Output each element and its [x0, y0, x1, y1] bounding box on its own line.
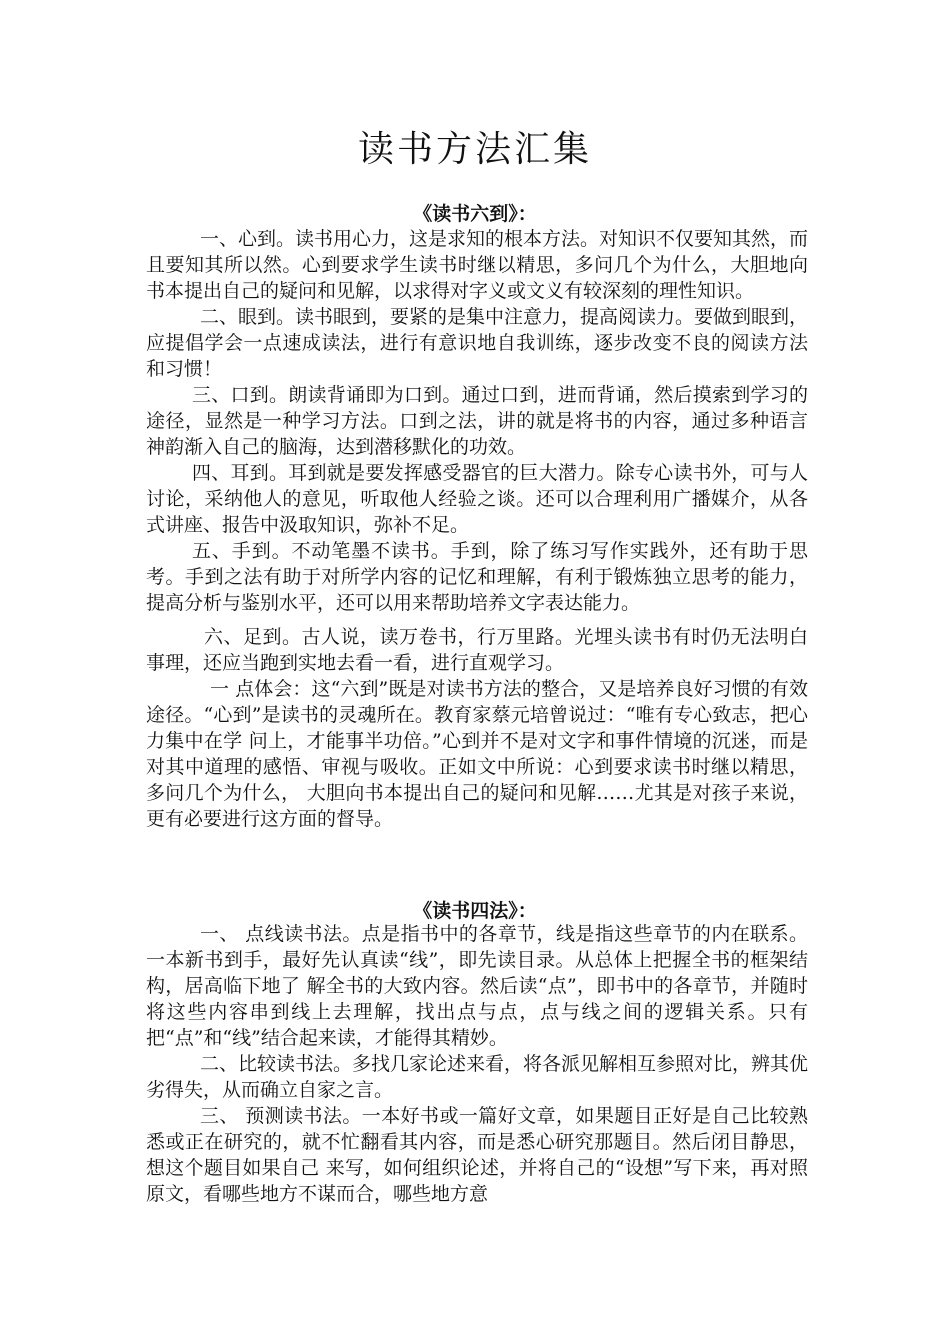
paragraph-mouth: 三、口到。朗读背诵即为口到。通过口到，进而背诵，然后摸索到学习的途径，显然是一种学习方法。口到之法，讲的就是将书的内容，通过多种语言神韵渐入自己的脑海，达到潜移默化的功效。 [146, 384, 808, 458]
section-body-six-arrivals [146, 226, 808, 832]
paragraph-prediction-method: 三、 预测读书法。一本好书或一篇好文章，如果题目正好是自己比较熟悉或正在研究的，就不忙翻看其内容，而是悉心研究那题目。然后闭目静思，想这个题目如果自己 来写，如何组织论述，并将自己的“设想”写下来，再对照原文，看哪些地方不谋而合，哪些地方意 [146, 1105, 808, 1205]
paragraph-heart: 一、心到。读书用心力，这是求知的根本方法。对知识不仅要知其然，而且要知其所以然。心到要求学生读书时继以精思，多问几个为什么，大胆地向书本提出自己的疑问和见解，以求得对字义或文义有较深刻的理性知识。 [146, 228, 809, 302]
page-title: 读书方法汇集 [357, 129, 592, 170]
paragraph-hands: 五、手到。不动笔墨不读书。手到，除了练习写作实践外，还有助于思考。手到之法有助于对所学内容的记忆和理解，有利于锻炼独立思考的能力，提高分析与鉴别水平，还可以用来帮助培养文字表达能力。 [146, 540, 808, 614]
paragraph-feet: 六、足到。古人说，读万卷书，行万里路。光埋头读书有时仍无法明白事理，还应当跑到实地去看一看，进行直观学习。 [146, 626, 808, 674]
paragraph-ears: 四、耳到。耳到就是要发挥感受器官的巨大潜力。除专心读书外，可与人讨论，采纳他人的意见，听取他人经验之谈。还可以合理利用广播媒介，从各式讲座、报告中汲取知识，弥补不足。 [146, 462, 808, 536]
paragraph-point-line-method: 一、 点线读书法。点是指书中的各章节，线是指这些章节的内在联系。一本新书到手，最好先认真读“线”，即先读目录。从总体上把握全书的框架结构，居高临下地了 解全书的大致内容。然后读“点”，即书中的各章节，并随时将这些内容串到线上去理解，找出点与点，点与线之间的逻辑关系。只有把“点”和“线”结合起来读，才能得其精妙。 [146, 923, 808, 1049]
section-heading-four-methods: 《读书四法》： [413, 900, 537, 922]
section-heading-six-arrivals: 《读书六到》： [413, 203, 537, 225]
paragraph-comparison-method: 二、比较读书法。多找几家论述来看，将各派见解相互参照对比，辨其优劣得失，从而确立自家之言。 [146, 1053, 809, 1101]
paragraph-eyes: 二、眼到。读书眼到，要紧的是集中注意力，提高阅读力。要做到眼到，应提倡学会一点速成读法，进行有意识地自我训练，逐步改变不良的阅读方法和习惯！ [146, 306, 809, 380]
section-body-four-methods [146, 921, 808, 1207]
paragraph-reflection: 一 点体会：这“六到”既是对读书方法的整合，又是培养良好习惯的有效途径。“心到”是读书的灵魂所在。教育家蔡元培曾说过：“唯有专心致志，把心力集中在学 问上，才能事半功倍。”心到并不是对文字和事件情境的沉迷，而是对其中道理的感悟、审视与吸收。正如文中所说：心到要求读书时继以精思，多问几个为什么， 大胆向书本提出自己的疑问和见解……尤其是对孩子来说，更有必要进行这方面的督导。 [146, 678, 808, 830]
